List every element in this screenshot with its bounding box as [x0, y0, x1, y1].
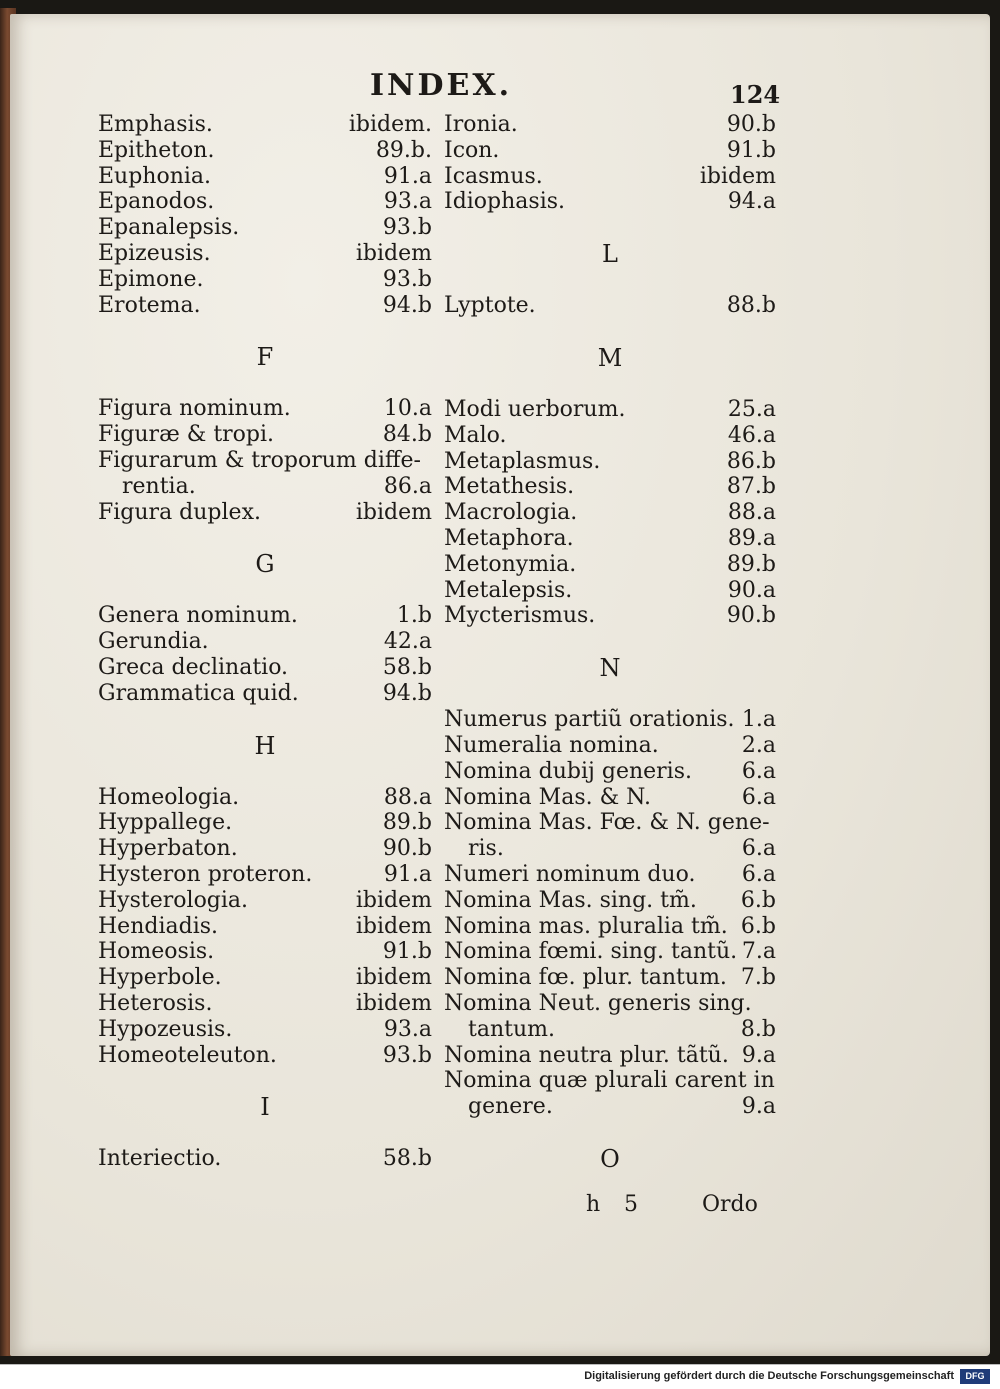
- entry-term: Greca declinatio.: [98, 654, 289, 680]
- entry-page-reference: 2.a: [741, 732, 776, 758]
- entry-page-reference: 93.b: [382, 215, 432, 241]
- entry-term: Malo.: [444, 422, 507, 448]
- entry-term: Figura nominum.: [98, 396, 291, 422]
- index-entry: [444, 293, 776, 319]
- index-entry: [98, 215, 432, 241]
- entry-term: Hyperbole.: [98, 965, 222, 991]
- entry-term: Metaplasmus.: [444, 448, 601, 474]
- entry-page-reference: 90.b: [726, 112, 776, 137]
- index-entry: [98, 888, 432, 914]
- entry-page-reference: ibidem: [355, 887, 432, 913]
- entry-page-reference: 91.a: [383, 861, 432, 887]
- entry-term: Nomina mas. pluralia tm̃.: [444, 913, 728, 939]
- entry-term: Hysterologia.: [98, 887, 249, 913]
- index-entry: [444, 578, 776, 604]
- index-entry: [444, 1068, 776, 1094]
- index-entry: [444, 1043, 776, 1069]
- entry-page-reference: 91.a: [383, 163, 432, 189]
- entry-page-reference: 6.a: [741, 861, 776, 887]
- entry-page-reference: 84.b: [382, 422, 432, 448]
- index-entry-continuation: [98, 474, 432, 500]
- entry-page-reference: 90.a: [727, 577, 776, 603]
- index-entry: [98, 681, 432, 707]
- entry-page-reference: ibidem: [355, 499, 432, 525]
- entry-page-reference: ibidem: [355, 913, 432, 939]
- index-entry-continuation: [444, 836, 776, 862]
- index-entry: [98, 836, 432, 862]
- entry-page-reference: 86.b: [726, 448, 776, 474]
- entry-term: Numerus partiũ orationis.: [444, 707, 735, 733]
- entry-term: Modi uerborum.: [444, 396, 626, 422]
- entry-term: rentia.: [122, 473, 196, 499]
- index-entry: [98, 629, 432, 655]
- entry-term: Nomina dubij generis.: [444, 758, 692, 784]
- entry-page-reference: 42.a: [383, 629, 432, 655]
- entry-term: Nomina Neut. generis sing.: [444, 990, 752, 1016]
- entry-page-reference: 88.a: [727, 500, 776, 526]
- entry-term: Numeri nominum duo.: [444, 861, 696, 887]
- entry-page-reference: 7.b: [740, 965, 776, 991]
- index-entry-continuation: [444, 1017, 776, 1043]
- index-entry: [98, 500, 432, 526]
- entry-term: Hendiadis.: [98, 913, 219, 939]
- entry-page-reference: 6.a: [741, 836, 776, 862]
- entry-term: Figurarum & troporum diffe-: [98, 447, 421, 473]
- index-entry: [444, 965, 776, 991]
- index-column-right: [444, 112, 776, 1198]
- entry-page-reference: 88.a: [383, 784, 432, 810]
- entry-page-reference: 9.a: [741, 1094, 776, 1120]
- entry-term: Epimone.: [98, 266, 204, 292]
- index-entry: [444, 862, 776, 888]
- index-entry: [98, 1043, 432, 1069]
- index-entry: [444, 112, 776, 138]
- entry-term: Nomina quæ plurali carent in: [444, 1068, 775, 1094]
- entry-page-reference: 88.b: [726, 293, 776, 319]
- digitization-footer: [0, 1364, 1000, 1389]
- entry-term: Hyperbaton.: [98, 836, 238, 862]
- entry-page-reference: 6.a: [741, 784, 776, 810]
- index-entry: [444, 500, 776, 526]
- entry-page-reference: 7.a: [741, 939, 776, 965]
- index-entry: [98, 810, 432, 836]
- section-letter: N: [599, 654, 621, 683]
- section-letter: F: [256, 343, 274, 372]
- entry-term: Euphonia.: [98, 163, 212, 189]
- entry-term: Figuræ & tropi.: [98, 422, 275, 448]
- entry-page-reference: ibidem: [699, 163, 776, 189]
- index-entry: [444, 423, 776, 449]
- entry-term: Nomina fœ. plur. tantum.: [444, 965, 727, 991]
- entry-page-reference: 1.b: [396, 603, 432, 629]
- signature-mark: h: [586, 1192, 601, 1217]
- index-entry: [444, 189, 776, 215]
- entry-page-reference: 94.a: [727, 189, 776, 215]
- entry-term: Epitheton.: [98, 137, 215, 163]
- entry-page-reference: 89.b.: [375, 137, 432, 163]
- entry-page-reference: 6.b: [740, 913, 776, 939]
- index-entry: [444, 733, 776, 759]
- entry-term: Hysteron proteron.: [98, 861, 313, 887]
- section-letter: L: [602, 240, 618, 269]
- entry-term: tantum.: [468, 1016, 555, 1042]
- catchword-line: [580, 1192, 780, 1222]
- entry-page-reference: 86.a: [383, 473, 432, 499]
- index-entry: [444, 914, 776, 940]
- entry-term: Numeralia nomina.: [444, 732, 659, 758]
- entry-term: Metonymia.: [444, 551, 577, 577]
- entry-page-reference: 93.b: [382, 266, 432, 292]
- entry-term: Metalepsis.: [444, 577, 573, 603]
- index-entry: [98, 939, 432, 965]
- index-entry: [444, 991, 776, 1017]
- signature-number: 5: [624, 1192, 638, 1217]
- entry-page-reference: 91.b: [726, 137, 776, 163]
- entry-term: Metaphora.: [444, 525, 574, 551]
- index-entry: [98, 396, 432, 422]
- entry-page-reference: 25.a: [727, 396, 776, 422]
- index-entry: [98, 267, 432, 293]
- index-entry: [98, 862, 432, 888]
- entry-term: Homeoteleuton.: [98, 1042, 277, 1068]
- index-entry: [98, 422, 432, 448]
- entry-term: Lyptote.: [444, 293, 536, 319]
- index-entry: [444, 526, 776, 552]
- index-entry: [98, 914, 432, 940]
- entry-page-reference: 89.b: [382, 810, 432, 836]
- entry-page-reference: 93.a: [383, 189, 432, 215]
- entry-page-reference: ibidem: [355, 965, 432, 991]
- index-entry: [444, 939, 776, 965]
- entry-term: Emphasis.: [98, 112, 213, 137]
- index-entry: [98, 603, 432, 629]
- index-entry: [98, 655, 432, 681]
- entry-term: Nomina Mas. sing. tm̃.: [444, 887, 697, 913]
- entry-term: Figura duplex.: [98, 499, 261, 525]
- entry-term: Genera nominum.: [98, 603, 298, 629]
- entry-page-reference: 58.b: [382, 654, 432, 680]
- entry-term: Homeosis.: [98, 939, 215, 965]
- entry-page-reference: 94.b: [382, 680, 432, 706]
- index-entry: [98, 293, 432, 319]
- index-entry: [98, 1017, 432, 1043]
- section-letter: M: [597, 343, 623, 372]
- entry-page-reference: ibidem: [355, 240, 432, 266]
- entry-term: Gerundia.: [98, 629, 209, 655]
- entry-page-reference: 89.a: [727, 525, 776, 551]
- entry-term: Idiophasis.: [444, 189, 566, 215]
- entry-page-reference: 9.a: [741, 1042, 776, 1068]
- entry-term: Epizeusis.: [98, 240, 211, 266]
- entry-term: Epanodos.: [98, 189, 215, 215]
- entry-page-reference: 93.b: [382, 1042, 432, 1068]
- entry-term: Nomina neutra plur. tãtũ.: [444, 1042, 729, 1068]
- index-entry: [98, 448, 432, 474]
- index-entry: [98, 785, 432, 811]
- entry-page-reference: 90.b: [726, 603, 776, 629]
- index-entry: [444, 603, 776, 629]
- catchword: Ordo: [702, 1192, 758, 1217]
- running-head: INDEX.: [370, 68, 513, 103]
- entry-page-reference: 91.b: [382, 939, 432, 965]
- entry-page-reference: 46.a: [727, 422, 776, 448]
- entry-term: Epanalepsis.: [98, 215, 240, 241]
- index-entry: [98, 164, 432, 190]
- index-entry: [98, 112, 432, 138]
- entry-term: Grammatica quid.: [98, 680, 299, 706]
- index-entry: [98, 241, 432, 267]
- entry-term: Icasmus.: [444, 163, 543, 189]
- section-letter: G: [255, 550, 275, 579]
- index-entry: [444, 449, 776, 475]
- index-entry: [444, 474, 776, 500]
- entry-term: Icon.: [444, 137, 500, 163]
- entry-page-reference: 1.a: [741, 707, 776, 733]
- entry-term: Nomina Mas. Fœ. & N. gene-: [444, 810, 770, 836]
- entry-page-reference: 8.b: [740, 1016, 776, 1042]
- entry-term: Metathesis.: [444, 474, 575, 500]
- entry-term: Mycterismus.: [444, 603, 596, 629]
- index-entry: [444, 707, 776, 733]
- index-entry: [444, 397, 776, 423]
- entry-term: Heterosis.: [98, 990, 213, 1016]
- entry-page-reference: 10.a: [383, 396, 432, 422]
- index-entry: [98, 965, 432, 991]
- entry-term: Interiectio.: [98, 1146, 222, 1172]
- index-entry: [98, 991, 432, 1017]
- entry-term: genere.: [468, 1094, 553, 1120]
- entry-term: Homeologia.: [98, 784, 240, 810]
- funding-credit: Digitalisierung gefördert durch die Deutsche Forschungsgemeinschaft: [584, 1370, 954, 1382]
- entry-page-reference: ibidem.: [348, 112, 432, 137]
- index-entry: [98, 189, 432, 215]
- entry-page-reference: 87.b: [726, 474, 776, 500]
- index-entry: [444, 164, 776, 190]
- entry-page-reference: 93.a: [383, 1016, 432, 1042]
- entry-page-reference: 6.b: [740, 887, 776, 913]
- section-letter: H: [254, 731, 276, 760]
- index-entry: [444, 888, 776, 914]
- entry-page-reference: 6.a: [741, 758, 776, 784]
- index-entry: [98, 1146, 432, 1172]
- section-letter: I: [260, 1093, 270, 1122]
- page-number: 124: [730, 80, 781, 109]
- entry-term: ris.: [468, 836, 504, 862]
- index-entry: [444, 810, 776, 836]
- index-entry-continuation: [444, 1094, 776, 1120]
- entry-term: Erotema.: [98, 292, 201, 318]
- entry-page-reference: 89.b: [726, 551, 776, 577]
- entry-page-reference: 58.b: [382, 1146, 432, 1172]
- entry-term: Hyppallege.: [98, 810, 233, 836]
- index-entry: [444, 552, 776, 578]
- book-page: [10, 14, 990, 1356]
- section-letter: O: [600, 1144, 620, 1173]
- index-column-left: [98, 112, 432, 1172]
- entry-term: Ironia.: [444, 112, 518, 137]
- entry-page-reference: 90.b: [382, 836, 432, 862]
- index-entry: [444, 759, 776, 785]
- index-entry: [98, 138, 432, 164]
- entry-term: Nomina Mas. & N.: [444, 784, 652, 810]
- entry-term: Macrologia.: [444, 500, 578, 526]
- entry-page-reference: ibidem: [355, 990, 432, 1016]
- entry-term: Hypozeusis.: [98, 1016, 233, 1042]
- entry-term: Nomina fœmi. sing. tantũ.: [444, 939, 738, 965]
- index-entry: [444, 138, 776, 164]
- dfg-logo: DFG: [960, 1369, 990, 1384]
- entry-page-reference: 94.b: [382, 292, 432, 318]
- index-entry: [444, 785, 776, 811]
